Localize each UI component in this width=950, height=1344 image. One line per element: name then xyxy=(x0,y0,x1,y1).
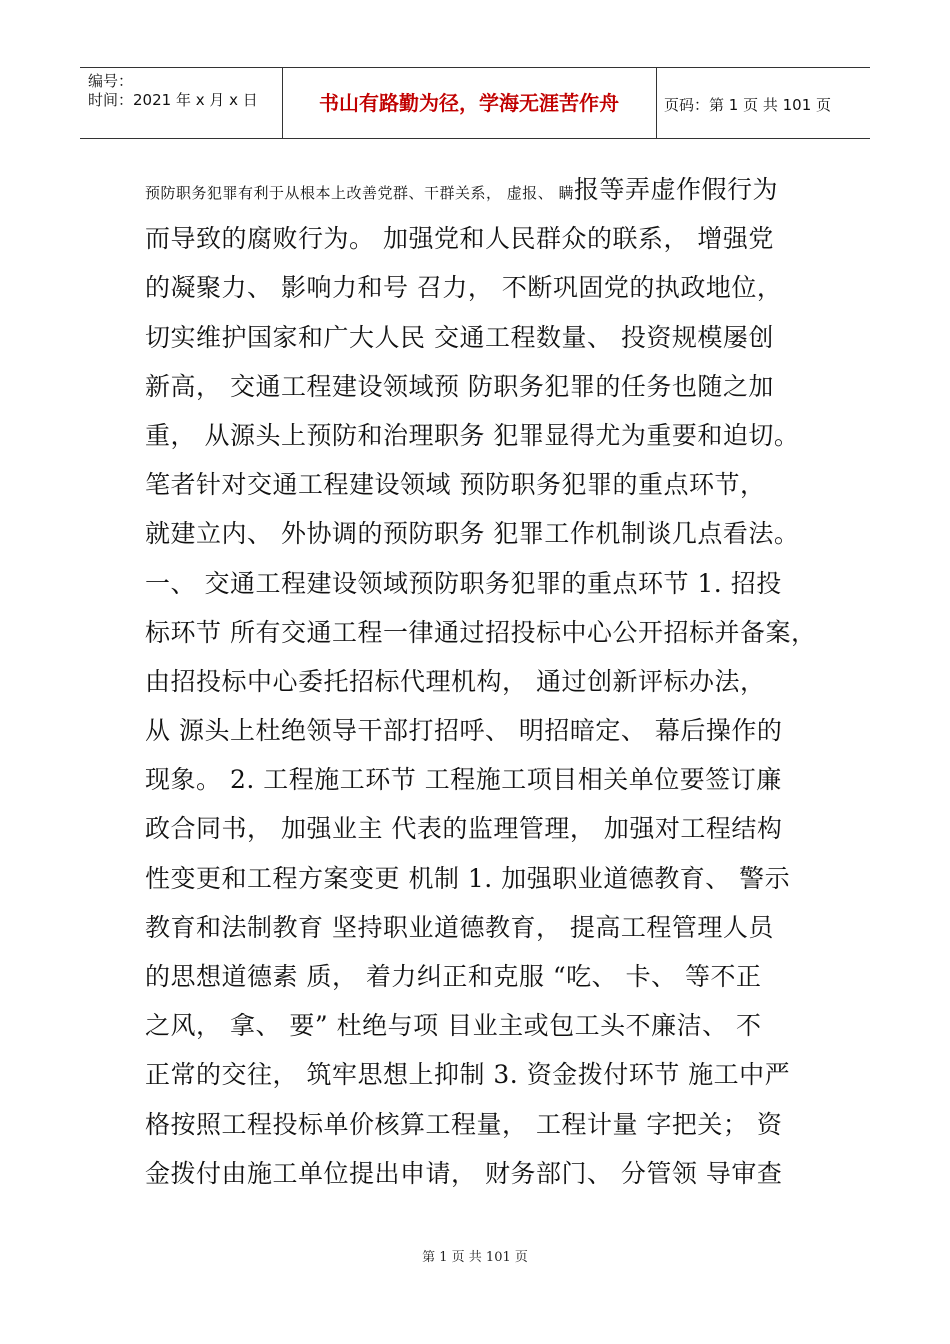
body-line: 现象。 2. 工程施工环节 工程施工项目相关单位要签订廉 xyxy=(145,765,782,795)
body-line: 新高， 交通工程建设领域预 防职务犯罪的任务也随之加 xyxy=(145,371,774,401)
header-page-info: 页码：第 1 页 共 101 页 xyxy=(664,96,832,114)
body-line: 性变更和工程方案变更 机制 1. 加强职业道德教育、 警示 xyxy=(145,863,791,893)
body-line: 的凝聚力、 影响力和号 召力， 不断巩固党的执政地位， xyxy=(145,273,783,303)
document-header xyxy=(80,67,870,139)
body-line: 格按照工程投标单价核算工程量， 工程计量 字把关； 资 xyxy=(145,1109,783,1139)
body-line: 一、 交通工程建设领域预防职务犯罪的重点环节 1. 招投 xyxy=(145,568,782,598)
body-line: 教育和法制教育 坚持职业道德教育， 提高工程管理人员 xyxy=(145,912,774,942)
body-line: 标环节 所有交通工程一律通过招投标中心公开招标并备案， xyxy=(145,617,817,647)
document-time-label: 时间：2021 年 x 月 x 日 xyxy=(88,91,258,109)
header-meta-cell xyxy=(80,68,283,138)
header-motto: 书山有路勤为径，学海无涯苦作舟 xyxy=(319,91,619,115)
header-motto-cell xyxy=(282,68,657,138)
page-footer: 第 1 页 共 101 页 xyxy=(422,1250,528,1265)
header-page-cell xyxy=(656,68,870,138)
body-line: 正常的交往， 筑牢思想上抑制 3. 资金拨付环节 施工中严 xyxy=(145,1060,791,1090)
body-line-first-large: 报等弄虚作假行为 xyxy=(574,175,779,204)
document-number-label: 编号： xyxy=(88,72,134,90)
body-line: 笔者针对交通工程建设领域 预防职务犯罪的重点环节， xyxy=(145,470,766,500)
body-line-first-small: 预防职务犯罪有利于从根本上改善党群、干群关系， 虚报、 瞒 xyxy=(145,184,575,202)
body-line: 就建立内、 外协调的预防职务 犯罪工作机制谈几点看法。 xyxy=(145,519,800,549)
body-line: 之风， 拿、 要” 杜绝与项 目业主或包工头不廉洁、 不 xyxy=(145,1011,762,1041)
body-line: 政合同书， 加强业主 代表的监理管理， 加强对工程结构 xyxy=(145,814,783,844)
body-line: 切实维护国家和广大人民 交通工程数量、 投资规模屡创 xyxy=(145,322,774,352)
body-line: 金拨付由施工单位提出申请， 财务部门、 分管领 导审查 xyxy=(145,1158,783,1188)
body-line: 从 源头上杜绝领导干部打招呼、 明招暗定、 幕后操作的 xyxy=(145,716,783,746)
body-line: 重， 从源头上预防和治理职务 犯罪显得尤为重要和迫切。 xyxy=(145,420,800,450)
body-line-first xyxy=(145,165,815,214)
document-body xyxy=(145,165,815,1198)
body-line: 而导致的腐败行为。 加强党和人民群众的联系， 增强党 xyxy=(145,224,774,254)
body-line: 由招投标中心委托招标代理机构， 通过创新评标办法， xyxy=(145,666,766,696)
body-line: 的思想道德素 质， 着力纠正和克服 “吃、 卡、 等不正 xyxy=(145,962,762,991)
